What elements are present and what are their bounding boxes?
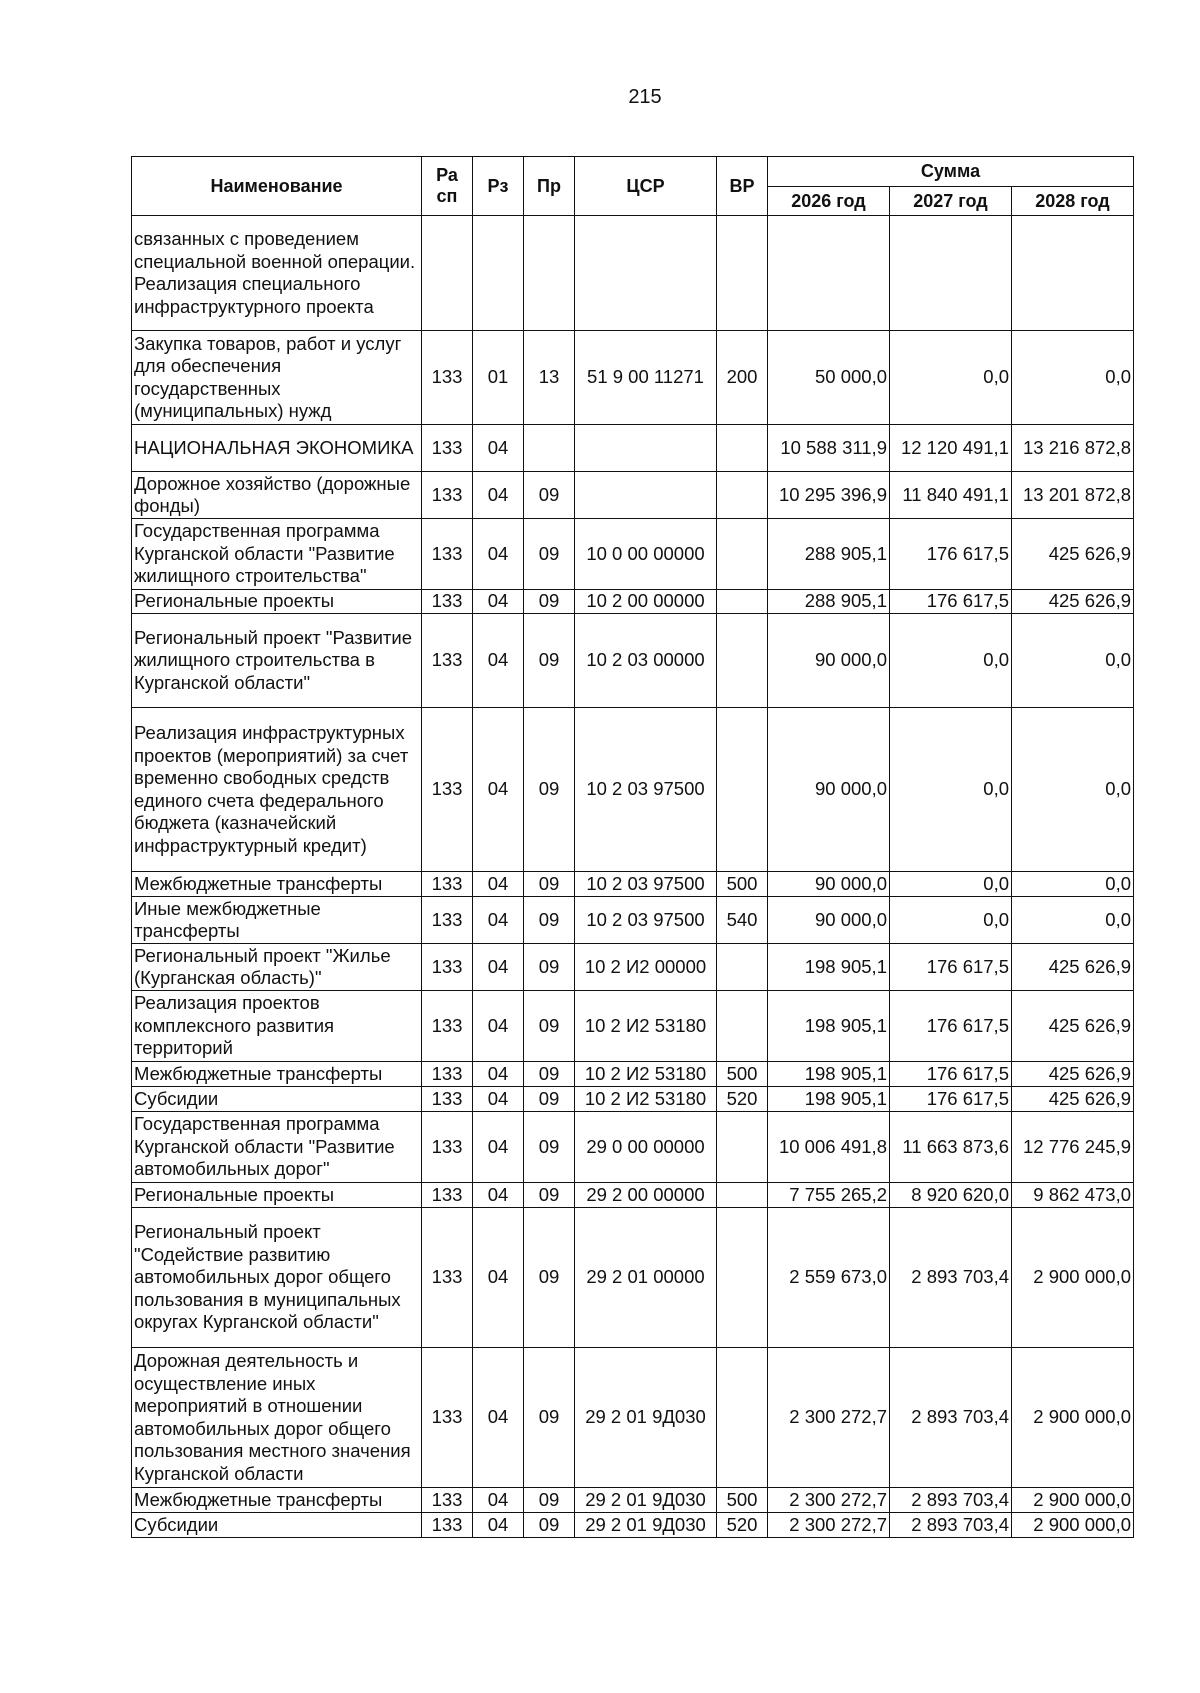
row-rz-cell: 04 xyxy=(473,708,524,872)
row-pr-cell: 09 xyxy=(524,944,575,991)
row-pr-cell: 09 xyxy=(524,1513,575,1538)
row-csr-cell: 29 2 01 00000 xyxy=(575,1208,717,1348)
row-sum-2028-cell xyxy=(1012,216,1134,331)
row-pr-cell: 09 xyxy=(524,519,575,590)
row-rz-cell: 04 xyxy=(473,519,524,590)
row-pr-cell: 09 xyxy=(524,1488,575,1513)
row-sum-2028-cell: 2 900 000,0 xyxy=(1012,1488,1134,1513)
header-rz: Рз xyxy=(473,157,524,216)
row-rz-cell: 04 xyxy=(473,1183,524,1208)
row-name-cell: Субсидии xyxy=(132,1513,422,1538)
row-pr-cell: 09 xyxy=(524,590,575,614)
row-sum-2027-cell: 176 617,5 xyxy=(890,590,1012,614)
row-sum-2027-cell: 176 617,5 xyxy=(890,991,1012,1062)
row-sum-2027-cell: 0,0 xyxy=(890,872,1012,897)
row-sum-2028-cell: 2 900 000,0 xyxy=(1012,1348,1134,1488)
row-csr-cell: 29 0 00 00000 xyxy=(575,1112,717,1183)
table-row xyxy=(132,897,1134,944)
row-sum-2028-cell: 13 201 872,8 xyxy=(1012,472,1134,519)
row-rz-cell: 04 xyxy=(473,425,524,472)
row-vr-cell xyxy=(717,519,768,590)
row-csr-cell: 10 2 И2 53180 xyxy=(575,991,717,1062)
row-csr-cell: 29 2 01 9Д030 xyxy=(575,1488,717,1513)
row-pr-cell: 09 xyxy=(524,991,575,1062)
row-vr-cell xyxy=(717,991,768,1062)
row-rz-cell: 01 xyxy=(473,331,524,425)
row-rz-cell: 04 xyxy=(473,991,524,1062)
row-csr-cell: 10 2 00 00000 xyxy=(575,590,717,614)
row-sum-2027-cell: 176 617,5 xyxy=(890,1062,1012,1087)
table-row xyxy=(132,614,1134,708)
row-rz-cell: 04 xyxy=(473,1348,524,1488)
row-rz-cell: 04 xyxy=(473,897,524,944)
table-row xyxy=(132,944,1134,991)
row-sum-2026-cell: 90 000,0 xyxy=(768,708,890,872)
row-sum-2027-cell: 0,0 xyxy=(890,614,1012,708)
row-pr-cell: 09 xyxy=(524,1183,575,1208)
table-row xyxy=(132,1208,1134,1348)
table-row xyxy=(132,708,1134,872)
row-pr-cell: 13 xyxy=(524,331,575,425)
row-name-cell: Региональные проекты xyxy=(132,1183,422,1208)
row-rasp-cell: 133 xyxy=(422,872,473,897)
row-rz-cell: 04 xyxy=(473,944,524,991)
row-rasp-cell: 133 xyxy=(422,331,473,425)
row-rz-cell: 04 xyxy=(473,1488,524,1513)
row-sum-2027-cell: 2 893 703,4 xyxy=(890,1488,1012,1513)
row-sum-2026-cell: 90 000,0 xyxy=(768,897,890,944)
row-rz-cell: 04 xyxy=(473,1208,524,1348)
row-vr-cell: 500 xyxy=(717,1488,768,1513)
table-row xyxy=(132,1348,1134,1488)
row-sum-2026-cell: 2 559 673,0 xyxy=(768,1208,890,1348)
row-vr-cell xyxy=(717,1348,768,1488)
header-csr: ЦСР xyxy=(575,157,717,216)
row-rz-cell: 04 xyxy=(473,1513,524,1538)
row-rasp-cell: 133 xyxy=(422,425,473,472)
row-csr-cell: 10 2 03 97500 xyxy=(575,872,717,897)
row-name-cell: Государственная программа Курганской области "Развитие жилищного строительства" xyxy=(132,519,422,590)
row-sum-2028-cell: 0,0 xyxy=(1012,708,1134,872)
row-sum-2028-cell: 425 626,9 xyxy=(1012,991,1134,1062)
row-sum-2028-cell: 425 626,9 xyxy=(1012,590,1134,614)
row-sum-2026-cell: 90 000,0 xyxy=(768,872,890,897)
row-vr-cell xyxy=(717,708,768,872)
table-row xyxy=(132,1513,1134,1538)
row-sum-2028-cell: 12 776 245,9 xyxy=(1012,1112,1134,1183)
row-sum-2028-cell: 0,0 xyxy=(1012,614,1134,708)
row-sum-2027-cell: 12 120 491,1 xyxy=(890,425,1012,472)
row-name-cell: Региональные проекты xyxy=(132,590,422,614)
row-sum-2026-cell: 198 905,1 xyxy=(768,991,890,1062)
row-rz-cell: 04 xyxy=(473,1112,524,1183)
row-rasp-cell: 133 xyxy=(422,944,473,991)
table-row xyxy=(132,1087,1134,1112)
table-row xyxy=(132,991,1134,1062)
row-rz-cell: 04 xyxy=(473,1087,524,1112)
row-pr-cell: 09 xyxy=(524,472,575,519)
row-csr-cell xyxy=(575,472,717,519)
row-sum-2026-cell: 10 006 491,8 xyxy=(768,1112,890,1183)
row-vr-cell xyxy=(717,472,768,519)
row-rz-cell: 04 xyxy=(473,614,524,708)
row-csr-cell: 10 2 И2 53180 xyxy=(575,1087,717,1112)
row-vr-cell xyxy=(717,614,768,708)
row-name-cell: Дорожная деятельность и осуществление иных мероприятий в отношении автомобильных дорог общего пользования местного значения Курганской области xyxy=(132,1348,422,1488)
header-name: Наименование xyxy=(132,157,422,216)
row-sum-2027-cell: 176 617,5 xyxy=(890,1087,1012,1112)
row-rz-cell: 04 xyxy=(473,472,524,519)
row-name-cell: Межбюджетные трансферты xyxy=(132,1488,422,1513)
row-name-cell: Региональный проект "Развитие жилищного строительства в Курганской области" xyxy=(132,614,422,708)
row-name-cell: Реализация инфраструктурных проектов (мероприятий) за счет временно свободных средств единого счета федерального бюджета (казначейский инфраструктурный кредит) xyxy=(132,708,422,872)
row-sum-2028-cell: 13 216 872,8 xyxy=(1012,425,1134,472)
row-csr-cell: 29 2 01 9Д030 xyxy=(575,1513,717,1538)
row-name-cell: НАЦИОНАЛЬНАЯ ЭКОНОМИКА xyxy=(132,425,422,472)
table-row xyxy=(132,1488,1134,1513)
row-vr-cell xyxy=(717,425,768,472)
table-row xyxy=(132,331,1134,425)
row-name-cell: Закупка товаров, работ и услуг для обеспечения государственных (муниципальных) нужд xyxy=(132,331,422,425)
row-rasp-cell: 133 xyxy=(422,897,473,944)
row-sum-2027-cell: 0,0 xyxy=(890,331,1012,425)
row-rz-cell: 04 xyxy=(473,872,524,897)
header-year-2026: 2026 год xyxy=(768,187,890,216)
header-rasp: Ра сп xyxy=(422,157,473,216)
header-year-2027: 2027 год xyxy=(890,187,1012,216)
row-rasp-cell xyxy=(422,216,473,331)
row-vr-cell xyxy=(717,944,768,991)
row-csr-cell: 29 2 00 00000 xyxy=(575,1183,717,1208)
row-sum-2026-cell: 198 905,1 xyxy=(768,1062,890,1087)
table-row xyxy=(132,1062,1134,1087)
row-sum-2028-cell: 425 626,9 xyxy=(1012,519,1134,590)
row-sum-2026-cell: 7 755 265,2 xyxy=(768,1183,890,1208)
row-sum-2026-cell: 198 905,1 xyxy=(768,944,890,991)
row-sum-2027-cell: 0,0 xyxy=(890,897,1012,944)
table-row xyxy=(132,216,1134,331)
row-vr-cell xyxy=(717,590,768,614)
row-csr-cell: 29 2 01 9Д030 xyxy=(575,1348,717,1488)
header-sum: Сумма xyxy=(768,157,1134,187)
row-vr-cell: 540 xyxy=(717,897,768,944)
row-sum-2028-cell: 425 626,9 xyxy=(1012,1062,1134,1087)
row-sum-2026-cell: 288 905,1 xyxy=(768,519,890,590)
row-rasp-cell: 133 xyxy=(422,1488,473,1513)
row-rz-cell: 04 xyxy=(473,1062,524,1087)
row-sum-2027-cell: 0,0 xyxy=(890,708,1012,872)
row-rasp-cell: 133 xyxy=(422,1087,473,1112)
row-sum-2028-cell: 9 862 473,0 xyxy=(1012,1183,1134,1208)
row-rasp-cell: 133 xyxy=(422,472,473,519)
row-rasp-cell: 133 xyxy=(422,1112,473,1183)
row-sum-2026-cell: 90 000,0 xyxy=(768,614,890,708)
row-rasp-cell: 133 xyxy=(422,1513,473,1538)
table-row xyxy=(132,519,1134,590)
row-rz-cell xyxy=(473,216,524,331)
row-sum-2028-cell: 0,0 xyxy=(1012,872,1134,897)
row-sum-2026-cell xyxy=(768,216,890,331)
row-vr-cell: 500 xyxy=(717,872,768,897)
row-sum-2026-cell: 50 000,0 xyxy=(768,331,890,425)
row-vr-cell xyxy=(717,1183,768,1208)
row-name-cell: связанных с проведением специальной военной операции. Реализация специального инфраструктурного проекта xyxy=(132,216,422,331)
row-vr-cell: 520 xyxy=(717,1087,768,1112)
row-csr-cell: 10 2 03 97500 xyxy=(575,897,717,944)
row-vr-cell xyxy=(717,216,768,331)
row-pr-cell: 09 xyxy=(524,614,575,708)
row-sum-2027-cell: 2 893 703,4 xyxy=(890,1208,1012,1348)
row-name-cell: Субсидии xyxy=(132,1087,422,1112)
row-pr-cell: 09 xyxy=(524,708,575,872)
row-name-cell: Государственная программа Курганской области "Развитие автомобильных дорог" xyxy=(132,1112,422,1183)
row-sum-2028-cell: 0,0 xyxy=(1012,897,1134,944)
row-rasp-cell: 133 xyxy=(422,614,473,708)
row-rz-cell: 04 xyxy=(473,590,524,614)
row-sum-2028-cell: 0,0 xyxy=(1012,331,1134,425)
row-rasp-cell: 133 xyxy=(422,1348,473,1488)
row-pr-cell: 09 xyxy=(524,1348,575,1488)
row-pr-cell: 09 xyxy=(524,1062,575,1087)
row-sum-2026-cell: 288 905,1 xyxy=(768,590,890,614)
row-csr-cell xyxy=(575,216,717,331)
row-sum-2026-cell: 10 295 396,9 xyxy=(768,472,890,519)
row-pr-cell xyxy=(524,425,575,472)
row-vr-cell: 200 xyxy=(717,331,768,425)
row-name-cell: Региональный проект "Содействие развитию автомобильных дорог общего пользования в муниципальных округах Курганской области" xyxy=(132,1208,422,1348)
row-sum-2027-cell xyxy=(890,216,1012,331)
row-pr-cell: 09 xyxy=(524,872,575,897)
row-sum-2026-cell: 10 588 311,9 xyxy=(768,425,890,472)
table-row xyxy=(132,872,1134,897)
row-name-cell: Реализация проектов комплексного развития территорий xyxy=(132,991,422,1062)
row-sum-2026-cell: 198 905,1 xyxy=(768,1087,890,1112)
row-csr-cell xyxy=(575,425,717,472)
row-rasp-cell: 133 xyxy=(422,590,473,614)
row-sum-2026-cell: 2 300 272,7 xyxy=(768,1488,890,1513)
row-csr-cell: 10 0 00 00000 xyxy=(575,519,717,590)
table-row xyxy=(132,425,1134,472)
row-sum-2027-cell: 2 893 703,4 xyxy=(890,1513,1012,1538)
table-row xyxy=(132,590,1134,614)
row-sum-2027-cell: 176 617,5 xyxy=(890,944,1012,991)
row-name-cell: Межбюджетные трансферты xyxy=(132,872,422,897)
row-name-cell: Межбюджетные трансферты xyxy=(132,1062,422,1087)
header-year-2028: 2028 год xyxy=(1012,187,1134,216)
row-csr-cell: 10 2 03 97500 xyxy=(575,708,717,872)
row-sum-2026-cell: 2 300 272,7 xyxy=(768,1513,890,1538)
row-rasp-cell: 133 xyxy=(422,991,473,1062)
row-rasp-cell: 133 xyxy=(422,708,473,872)
row-rasp-cell: 133 xyxy=(422,1183,473,1208)
row-csr-cell: 10 2 И2 53180 xyxy=(575,1062,717,1087)
row-pr-cell xyxy=(524,216,575,331)
table-body xyxy=(132,216,1134,1538)
row-vr-cell: 500 xyxy=(717,1062,768,1087)
row-pr-cell: 09 xyxy=(524,1112,575,1183)
row-sum-2028-cell: 425 626,9 xyxy=(1012,1087,1134,1112)
page-number: 215 xyxy=(628,86,662,108)
row-sum-2027-cell: 11 840 491,1 xyxy=(890,472,1012,519)
row-csr-cell: 10 2 И2 00000 xyxy=(575,944,717,991)
row-pr-cell: 09 xyxy=(524,1208,575,1348)
header-pr: Пр xyxy=(524,157,575,216)
row-vr-cell xyxy=(717,1112,768,1183)
row-name-cell: Иные межбюджетные трансферты xyxy=(132,897,422,944)
header-vr: ВР xyxy=(717,157,768,216)
row-sum-2027-cell: 11 663 873,6 xyxy=(890,1112,1012,1183)
row-pr-cell: 09 xyxy=(524,897,575,944)
row-sum-2027-cell: 176 617,5 xyxy=(890,519,1012,590)
row-vr-cell xyxy=(717,1208,768,1348)
row-sum-2028-cell: 2 900 000,0 xyxy=(1012,1208,1134,1348)
row-pr-cell: 09 xyxy=(524,1087,575,1112)
table-row xyxy=(132,472,1134,519)
row-rasp-cell: 133 xyxy=(422,519,473,590)
row-csr-cell: 10 2 03 00000 xyxy=(575,614,717,708)
row-name-cell: Региональный проект "Жилье (Курганская область)" xyxy=(132,944,422,991)
budget-table xyxy=(131,156,1134,1538)
row-sum-2026-cell: 2 300 272,7 xyxy=(768,1348,890,1488)
table-row xyxy=(132,1112,1134,1183)
row-csr-cell: 51 9 00 11271 xyxy=(575,331,717,425)
row-name-cell: Дорожное хозяйство (дорожные фонды) xyxy=(132,472,422,519)
row-sum-2028-cell: 2 900 000,0 xyxy=(1012,1513,1134,1538)
row-sum-2028-cell: 425 626,9 xyxy=(1012,944,1134,991)
table-row xyxy=(132,1183,1134,1208)
row-sum-2027-cell: 2 893 703,4 xyxy=(890,1348,1012,1488)
row-rasp-cell: 133 xyxy=(422,1208,473,1348)
row-vr-cell: 520 xyxy=(717,1513,768,1538)
row-sum-2027-cell: 8 920 620,0 xyxy=(890,1183,1012,1208)
row-rasp-cell: 133 xyxy=(422,1062,473,1087)
